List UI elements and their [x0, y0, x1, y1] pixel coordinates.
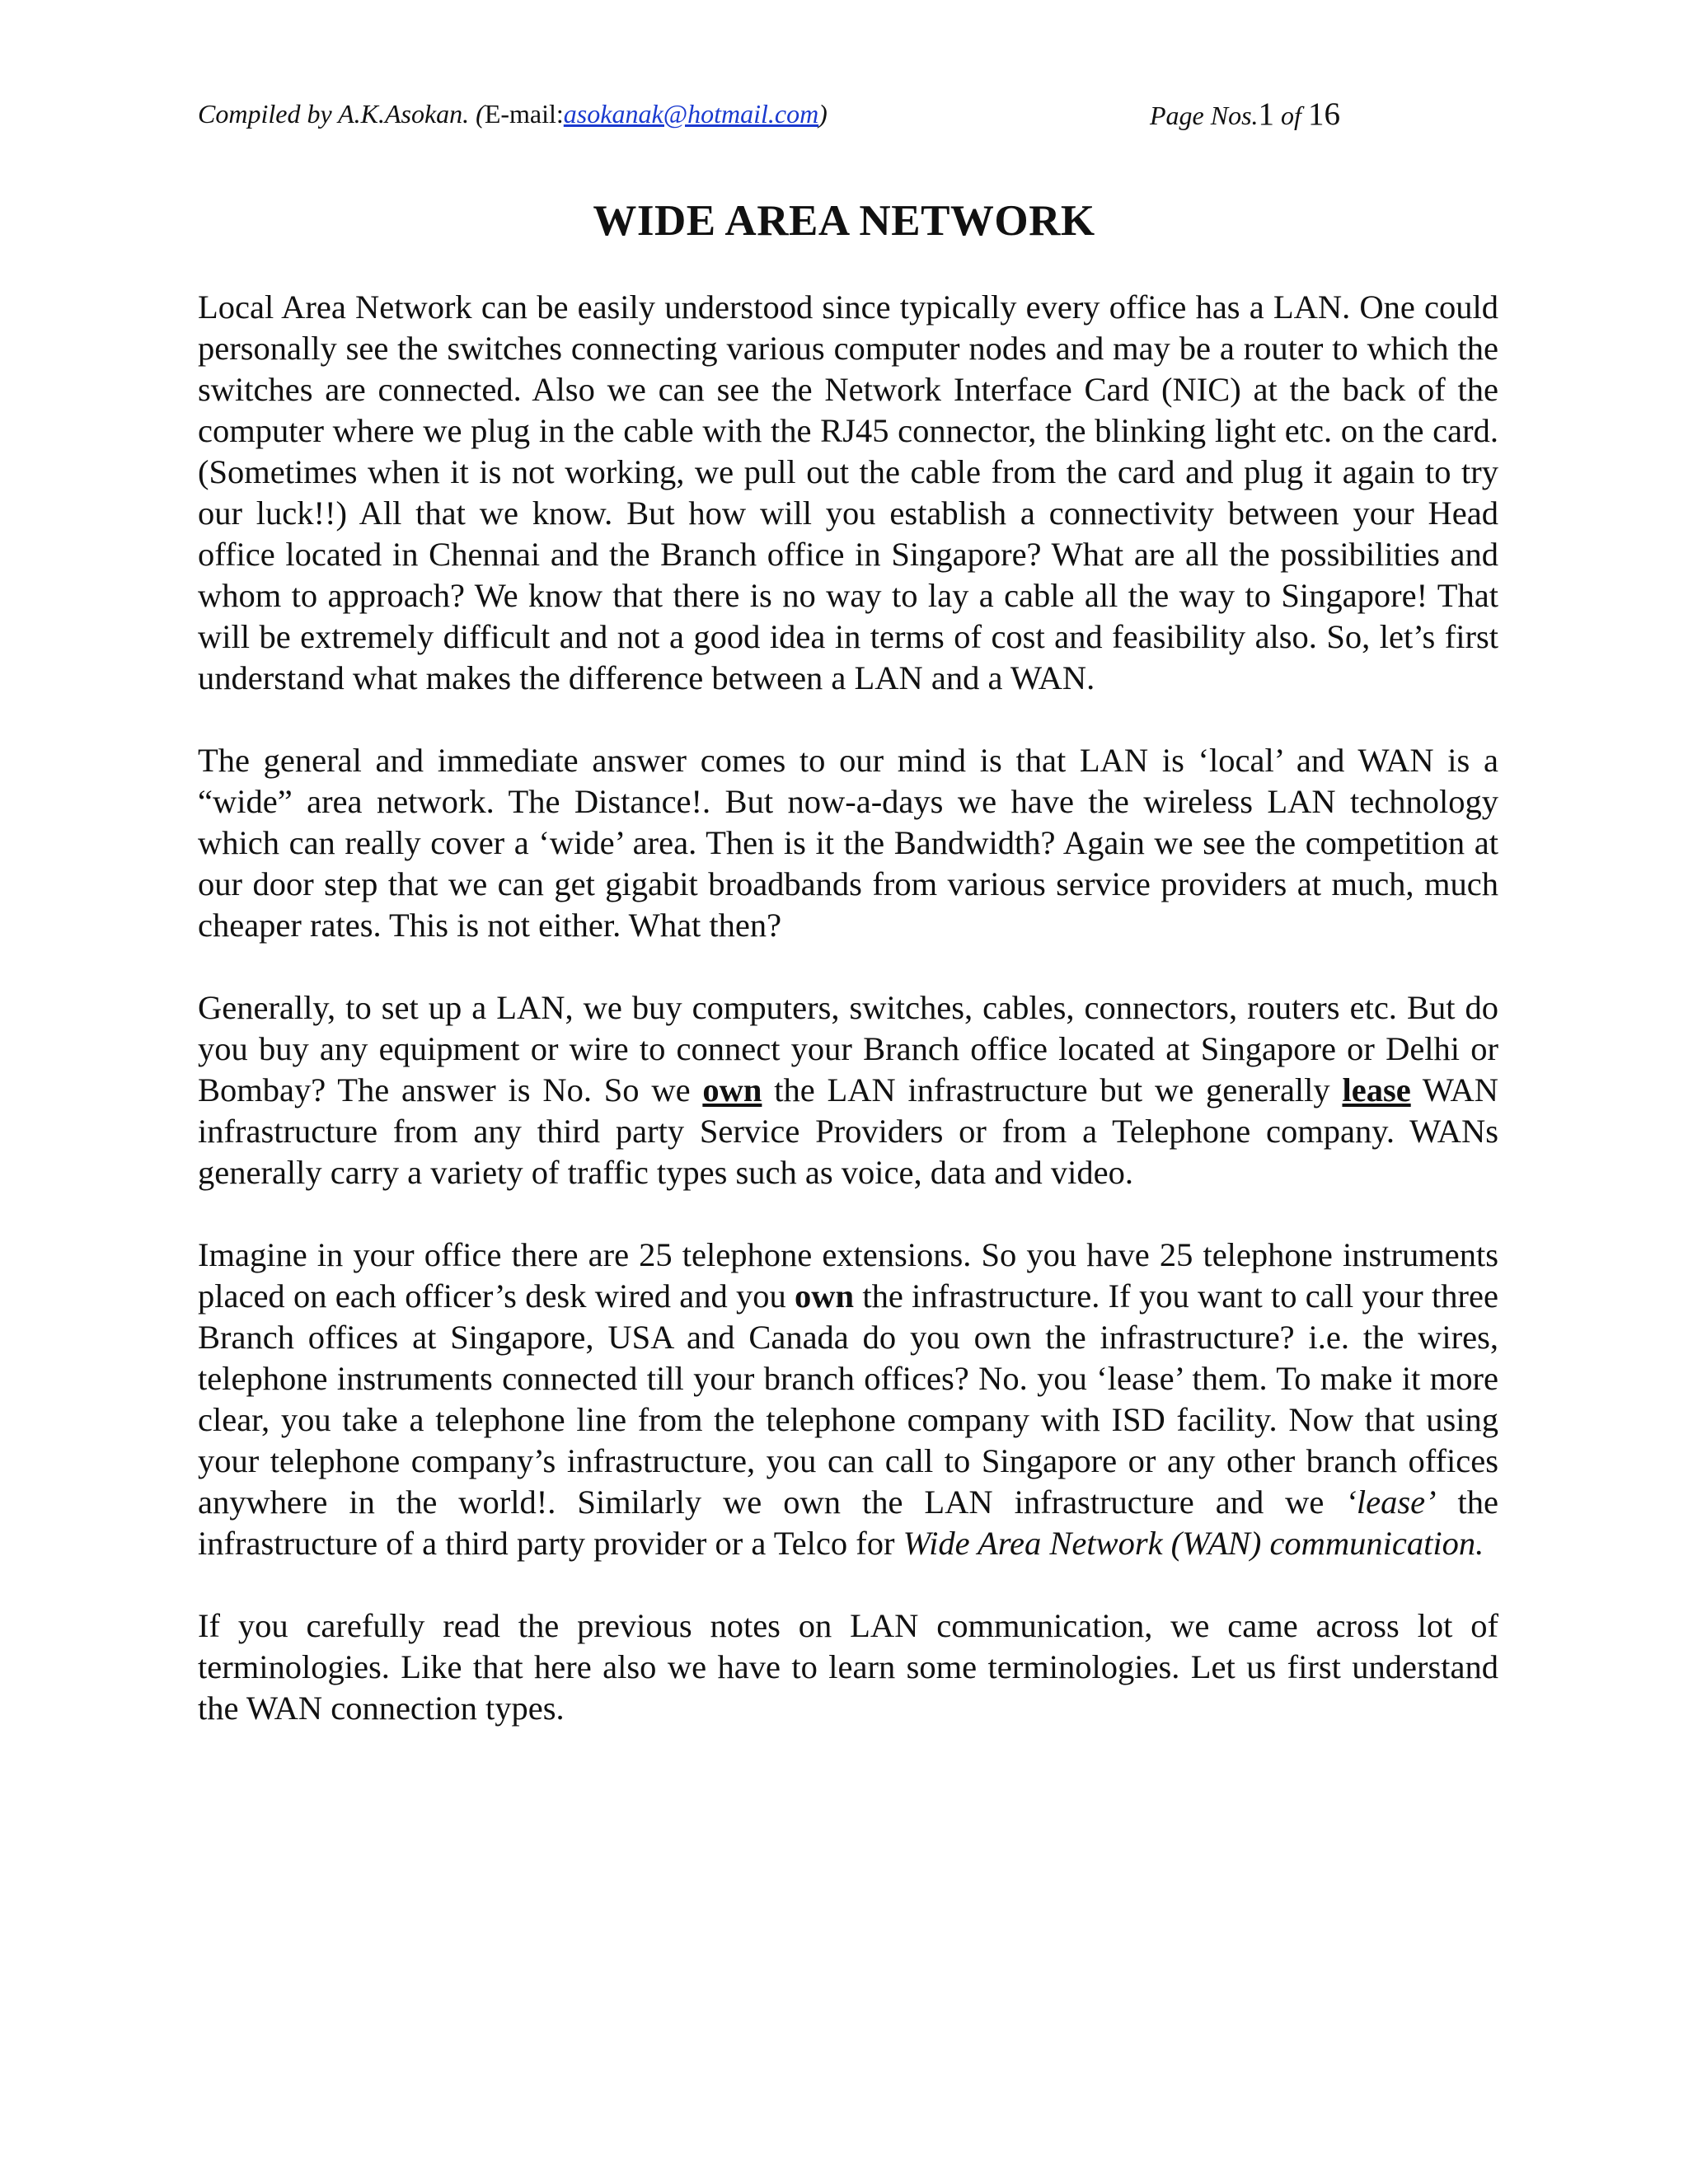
of-label: of — [1281, 101, 1301, 130]
page-label: Page Nos. — [1150, 101, 1259, 130]
paragraph-3-text-1: Generally, to set up a LAN, we buy computers, switches, cables, connectors, routers etc. But do you buy any equipment or wire to connect your Branch office located at Singapore or Delhi or Bombay? The answer is No. So we — [198, 989, 1498, 1108]
paragraph-5: If you carefully read the previous notes on LAN communication, we came across lot of terminologies. Like that here also we have to learn some terminologies. Let us first understand the WAN connection types. — [198, 1607, 1498, 1727]
paragraph-1: Local Area Network can be easily understood since typically every office has a LAN. One could personally see the switches connecting various computer nodes and may be a router to which the switches are connected. Also we can see the Network Interface Card (NIC) at the back of the computer where we plug in the cable with the RJ45 connector, the blinking light etc. on the card. (Sometimes when it is not working, we pull out the cable from the card and plug it again to try our luck!!) All that we know. But how will you establish a connectivity between your Head office located in Chennai and the Branch office in Singapore? What are all the possibilities and whom to approach? We know that there is no way to lay a cable all the way to Singapore! That will be extremely difficult and not a good idea in terms of cost and feasibility also. So, let’s first understand what makes the difference between a LAN and a WAN. — [198, 288, 1498, 696]
emphasis-own: own — [702, 1071, 762, 1108]
paragraph-3-text-2: the LAN infrastructure but we generally — [762, 1071, 1343, 1108]
paragraph-4-text-2: the infrastructure. If you want to call your three Branch offices at Singapore, USA and Canada do you own the infrastructure? i.e. the wires, telephone instruments connected till your branch offices? No. you ‘lease’ them. To make it more clear, you take a telephone line from the telephone company with ISD facility. Now that using your telephone company’s infrastructure, you can call to Singapore or any other branch offices anywhere in the world!. Similarly we own the LAN infrastructure and we — [198, 1277, 1498, 1521]
emphasis-wan-italic: Wide Area Network (WAN) communication. — [903, 1525, 1484, 1562]
page-current: 1 — [1258, 96, 1275, 132]
page-header — [198, 96, 1500, 140]
compiled-by-line — [198, 99, 828, 129]
paragraph-3 — [198, 987, 1498, 1193]
paragraph-4-text-1: Imagine in your office there are 25 telephone extensions. So you have 25 telephone instruments placed on each officer’s desk wired and you — [198, 1236, 1498, 1315]
paragraph-3-text-3: WAN infrastructure from any third party Service Providers or from a Telephone company. WANs generally carry a variety of traffic types such as voice, data and video. — [198, 1071, 1498, 1191]
compiled-by-text: Compiled by A.K.Asokan. ( — [198, 99, 485, 129]
paragraph-4-text-3: the infrastructure of a third party provider or a Telco for — [198, 1483, 1499, 1562]
page-title: WIDE AREA NETWORK — [593, 197, 1095, 245]
emphasis-lease-italic: ‘lease’ — [1345, 1483, 1437, 1521]
emphasis-own-bold: own — [795, 1277, 855, 1315]
close-paren: ) — [818, 99, 828, 129]
page-total: 16 — [1307, 96, 1340, 132]
emphasis-lease: lease — [1342, 1071, 1411, 1108]
paragraph-4 — [198, 1235, 1498, 1564]
email-prefix: E-mail: — [484, 99, 564, 129]
paragraph-2: The general and immediate answer comes to our mind is that LAN is ‘local’ and WAN is a “wide” area network. The Distance!. But now-a-days we have the wireless LAN technology which can really cover a ‘wide’ area. Then is it the Bandwidth? Again we see the competition at our door step that we can get gigabit broadbands from various service providers at much, much cheaper rates. This is not either. What then? — [198, 742, 1498, 944]
page-number — [1150, 96, 1340, 133]
email-link[interactable]: asokanak@hotmail.com — [563, 99, 819, 129]
document-body — [198, 287, 1498, 1770]
